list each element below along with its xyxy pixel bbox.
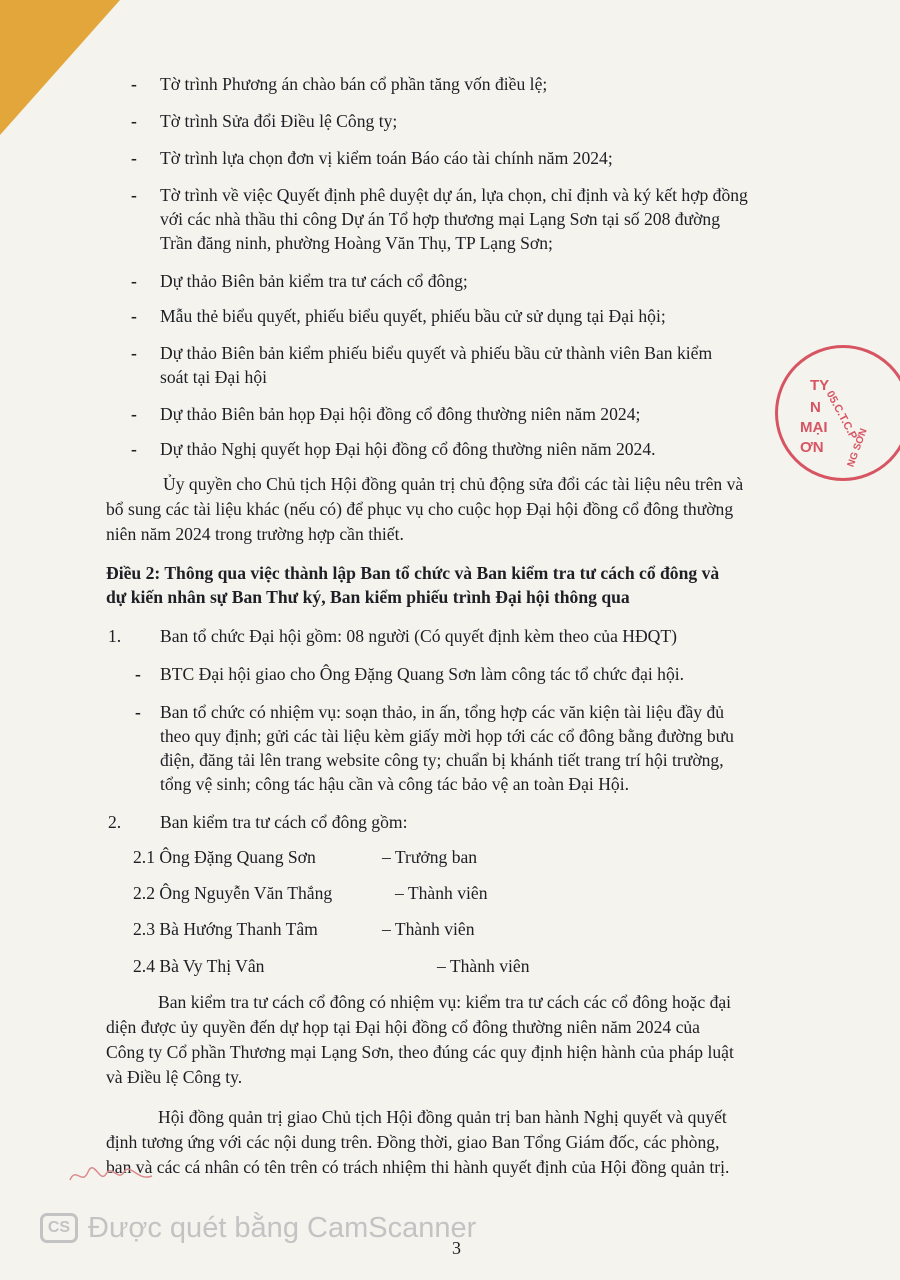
text-line: diện được ủy quyền đến dự họp tại Đại hội đồng cổ đông thường niên năm 2024 của — [106, 1017, 700, 1037]
bullet: - — [135, 702, 141, 722]
watermark-text: Được quét bằng CamScanner — [88, 1211, 477, 1244]
member-name: 2.3 Bà Hướng Thanh Tâm — [133, 919, 318, 939]
text-line: niên năm 2024 trong trường hợp cần thiết. — [106, 524, 404, 544]
text-line: Mẫu thẻ biểu quyết, phiếu biểu quyết, phiếu bầu cử sử dụng tại Đại hội; — [160, 306, 666, 326]
bullet: - — [131, 148, 137, 168]
text-line: Trần đăng ninh, phường Hoàng Văn Thụ, TP Lạng Sơn; — [160, 233, 553, 253]
text-line: BTC Đại hội giao cho Ông Đặng Quang Sơn làm công tác tổ chức đại hội. — [160, 664, 685, 684]
member-role: – Thành viên — [382, 919, 475, 939]
text-line: Dự thảo Biên bản kiểm tra tư cách cổ đông; — [160, 271, 468, 291]
text-line: soát tại Đại hội — [160, 367, 268, 387]
text-line: điện, đăng tải lên trang website công ty; chuẩn bị khánh tiết trang trí hội trường, — [160, 750, 724, 770]
member-name: 2.4 Bà Vy Thị Vân — [133, 956, 265, 976]
bullet: - — [135, 664, 141, 684]
member-role: – Trưởng ban — [382, 847, 478, 867]
text-line: ban và các cá nhân có tên trên có trách nhiệm thi hành quyết định của Hội đồng quản trị. — [106, 1157, 730, 1177]
member-role: – Thành viên — [395, 883, 488, 903]
text-line: Dự thảo Biên bản kiểm phiếu biểu quyết và phiếu bầu cử thành viên Ban kiểm — [160, 343, 713, 363]
text-line: Tờ trình về việc Quyết định phê duyệt dự án, lựa chọn, chỉ định và ký kết hợp đồng — [160, 185, 748, 205]
bullet: - — [131, 306, 137, 326]
text-line: Ban kiểm tra tư cách cổ đông gồm: — [160, 812, 408, 832]
company-seal — [775, 345, 900, 481]
seal-text: ƠN — [800, 439, 824, 456]
text-line: với các nhà thầu thi công Dự án Tổ hợp thương mại Lạng Sơn tại số 208 đường — [160, 209, 721, 229]
text-line: Dự thảo Nghị quyết họp Đại hội đồng cổ đông thường niên năm 2024. — [160, 439, 656, 459]
text-line: Ban kiểm tra tư cách cổ đông có nhiệm vụ: kiểm tra tư cách các cổ đông hoặc đại — [158, 992, 732, 1012]
camscanner-watermark — [40, 1208, 476, 1248]
section-number: 2. — [108, 812, 122, 832]
text-line: Ban tổ chức Đại hội gồm: 08 người (Có quyết định kèm theo của HĐQT) — [160, 626, 677, 646]
text-line: Tờ trình lựa chọn đơn vị kiểm toán Báo cáo tài chính năm 2024; — [160, 148, 613, 168]
bullet: - — [131, 74, 137, 94]
text-line: Ủy quyền cho Chủ tịch Hội đồng quản trị chủ động sửa đổi các tài liệu nêu trên và — [163, 474, 744, 494]
text-line: Tờ trình Phương án chào bán cổ phần tăng vốn điều lệ; — [160, 74, 548, 94]
seal-text: NG SƠN — [845, 427, 870, 469]
camscanner-logo: CS — [40, 1213, 78, 1243]
text-line: theo quy định; gửi các tài liệu kèm giấy mời họp tới các cổ đông bằng đường bưu — [160, 726, 734, 746]
seal-text: TY — [810, 377, 830, 394]
bullet: - — [131, 185, 137, 205]
member-name: 2.2 Ông Nguyễn Văn Thắng — [133, 883, 333, 903]
text-line: Hội đồng quản trị giao Chủ tịch Hội đồng quản trị ban hành Nghị quyết và quyết — [158, 1107, 727, 1127]
member-role: – Thành viên — [437, 956, 530, 976]
bullet: - — [131, 271, 137, 291]
bullet: - — [131, 111, 137, 131]
bullet: - — [131, 343, 137, 363]
seal-text: N — [810, 399, 821, 416]
text-line: Tờ trình Sửa đổi Điều lệ Công ty; — [160, 111, 398, 131]
seal-text: 05.C.T.C.P — [823, 388, 860, 442]
signature-scribble — [66, 1160, 156, 1190]
page-number: 3 — [452, 1238, 461, 1258]
text-line: Ban tổ chức có nhiệm vụ: soạn thảo, in ấn, tổng hợp các văn kiện tài liệu đầy đủ — [160, 702, 725, 722]
article-heading: dự kiến nhân sự Ban Thư ký, Ban kiểm phiếu trình Đại hội thông qua — [106, 587, 630, 607]
text-line: Công ty Cổ phần Thương mại Lạng Sơn, theo đúng các quy định hiện hành của pháp luật — [106, 1042, 734, 1062]
member-name: 2.1 Ông Đặng Quang Sơn — [133, 847, 316, 867]
seal-text: MẠI — [800, 419, 828, 436]
text-line: và Điều lệ Công ty. — [106, 1067, 243, 1087]
bullet: - — [131, 439, 137, 459]
text-line: định tương ứng với các nội dung trên. Đồng thời, giao Ban Tổng Giám đốc, các phòng, — [106, 1132, 720, 1152]
text-line: tổng vệ sinh; công tác hậu cần và công tác bảo vệ an toàn Đại Hội. — [160, 774, 630, 794]
bullet: - — [131, 404, 137, 424]
section-number: 1. — [108, 626, 122, 646]
text-line: bổ sung các tài liệu khác (nếu có) để phục vụ cho cuộc họp Đại hội đồng cổ đông thường — [106, 499, 734, 519]
article-heading: Điều 2: Thông qua việc thành lập Ban tổ chức và Ban kiểm tra tư cách cổ đông và — [106, 563, 720, 583]
text-line: Dự thảo Biên bản họp Đại hội đồng cổ đông thường niên năm 2024; — [160, 404, 641, 424]
